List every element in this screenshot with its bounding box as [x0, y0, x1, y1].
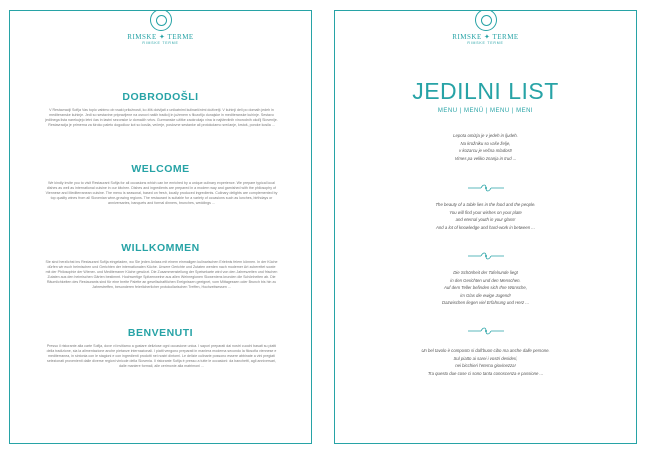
poem-line: and eternal youth in your glass! — [455, 217, 516, 223]
brand-name: RIMSKE ✦ TERME — [127, 33, 194, 41]
right-page — [334, 10, 637, 444]
poem-line: The beauty of a table lies in the food and the people. — [435, 202, 536, 207]
brand-name: RIMSKE ✦ TERME — [452, 33, 519, 41]
brand-sublabel: RIMSKE TERME — [142, 41, 179, 45]
brand-sublabel: RIMSKE TERME — [467, 41, 504, 45]
poem-line: nei bicchieri l'eterna giovinezza! — [455, 363, 516, 369]
poem-line: Vimes pa veliko znanja in trud ... — [454, 155, 517, 161]
flourish-ornament-icon — [466, 183, 506, 193]
section-text-dobrodosli: V Restavraciji Sofija Vas toplo vabimo ob vsaki priložnosti, ko žliš doivljati z unikatnimi kulinaričnimi doživetji. V kuhinji deli po domaih jedeh in mediteranske kuhinje. Jedi so sestavine pripravljene na osnovi naših tradicij in juženem s filozofijo dunajske in mediteranske kuhinje. Sestavo jedilnega lista narekujejo letni čas in lastni sezonske iz domačih vrtov. Gurmanske užitke zaokrožajo vina iz najštevilnih vinorodnih okoľij Slovenije. Restavracija je primerna za široko paleto dogodkov kot so kosila, večerje, poslovne sestanke ali protokolarno srečanje, krstoš, poroke kosila ... — [45, 108, 278, 128]
section-text-welcome: We kindly invite you to visit Restaurant Sofija for all occasions which can be enriched by a unique culinary experience. We prepare typical local dishes as well as international cuisine in our kitchen. Dishes and ingredients are prepared in a modern way and garnished with the philosophy of Viennese and Mediterranean cuisine. The menu is seasonal, based on fresh, locally produced ingredients. Culinary delights are complemented by top quality wines from all Slovenian wine-growing regions. The restaurant is suitable for a variety of occasions such as lunches, birthdays or anniversaries, banquets and formal dinners, brunches, weddings ... — [45, 181, 278, 206]
emblem-icon — [150, 10, 172, 31]
poem-line: Tra questo due cose ci sono tanta conoscenza e passione ... — [427, 370, 544, 376]
emblem-icon — [475, 10, 497, 31]
menu-title: JEDILNI LIST — [412, 78, 559, 104]
brand-logo — [446, 10, 526, 45]
flourish-ornament-icon — [466, 326, 506, 336]
poem-line: You will find your wishes on your plate — [449, 209, 522, 215]
section-title-willkommen: WILLKOMMEN — [121, 242, 200, 254]
poem-german — [335, 269, 636, 307]
section-title-dobrodosli: DOBRODOŠLI — [122, 91, 199, 103]
poem-italian — [335, 347, 636, 377]
poem-slovenian — [335, 132, 636, 162]
poem-line: in den Gerichten und den Menschen. — [450, 277, 521, 283]
poem-line: Na krožniku so vaše želje, — [460, 140, 511, 146]
section-title-benvenuti: BENVENUTI — [127, 327, 194, 339]
poem-line: Die Schönheit der Tafelrunde liegt — [453, 270, 518, 275]
poem-line: Lepota omizja je v jedeh in ljudeh. — [453, 133, 518, 138]
section-text-benvenuti: Presso il ristorante alla carte Sofija, dove vi invitiamo a gustare deliziose ogni occasione unica. I sapori preparati dai nostri cuochi basati su piatti della tradizione, sia la alimentazione anche pietanze internazionali. I piatti vengono preparati in maniera moderna secondo la filosofia viennese e mediterranea, in sintonia con le stagioni e con ingredienti prodotti nei nostri dintorni. Le delizie culinarie possono essere abbinate a vini pregiati selezionati provenienti dalle diverse regioni vinicole della Slovenia. Il ristorante Sofija è presso a tutte le occasioni: da banchetti, agli anniversari, dalle maniere formali, alle cerimonie alla matrimoni ... — [46, 344, 277, 369]
poem-line: Un bel tavolo è composto si dall'buon cibo ma anche dalle persone. — [421, 348, 550, 353]
brand-logo — [121, 10, 201, 45]
poem-line: Dazwischen liegen viel Erfahrung und Herz ... — [442, 300, 529, 306]
poem-line: v kozarcu je večna mladost! — [458, 148, 513, 154]
poem-line: Sul piatto ai sarei i vostri desideri, — [453, 355, 518, 361]
poem-line: im Glas die ewige Jugend! — [460, 292, 511, 298]
section-title-welcome: WELCOME — [131, 163, 190, 175]
poem-line: And a lot of knowledge and hard-work in between ... — [436, 224, 535, 230]
flourish-ornament-icon — [466, 251, 506, 261]
left-page — [9, 10, 312, 444]
menu-subtitle: MENU | MENÜ | MENU | MENI — [437, 108, 534, 114]
section-text-willkommen: Sie sind herzlichst ins Restaurant Sofija eingeladen, wo Sie jeden Anlass mit einem einmaligen kulinarischen Erlebnis feiern können. In der Küche dürfen wir euch heimischen und Gerichten der internationalen Küche. Unsere Gerichte und Zutaten werden nach moderner Art zubereitet sowie mit der Philosophie der Wiener- und Mediterraner Küche gewürzt. Die Zusammenstellung der Speisekarte wird von den Jahreszeiten und frischen Zutaten aus den heimischen Gärten bestimmt. Hochwertige Spitzenweine aus allen Weinregionen Sloweniens krunden die Schönheiten ab. Die Räumlichkeiten des Restaurants sind für eine breite Palette an gesellschaftlichen Ereignissen geeignet, vom Mittagessen oder Brunch bis hin zu Jahrestreffen, besonderen feierlicherlicher protokollarischen Treffen, Hochzeitsessen ... — [45, 260, 278, 290]
poem-english — [335, 201, 636, 231]
poem-line: Auf dem Teller befinden sich Ihre Wünsche, — [444, 285, 527, 291]
